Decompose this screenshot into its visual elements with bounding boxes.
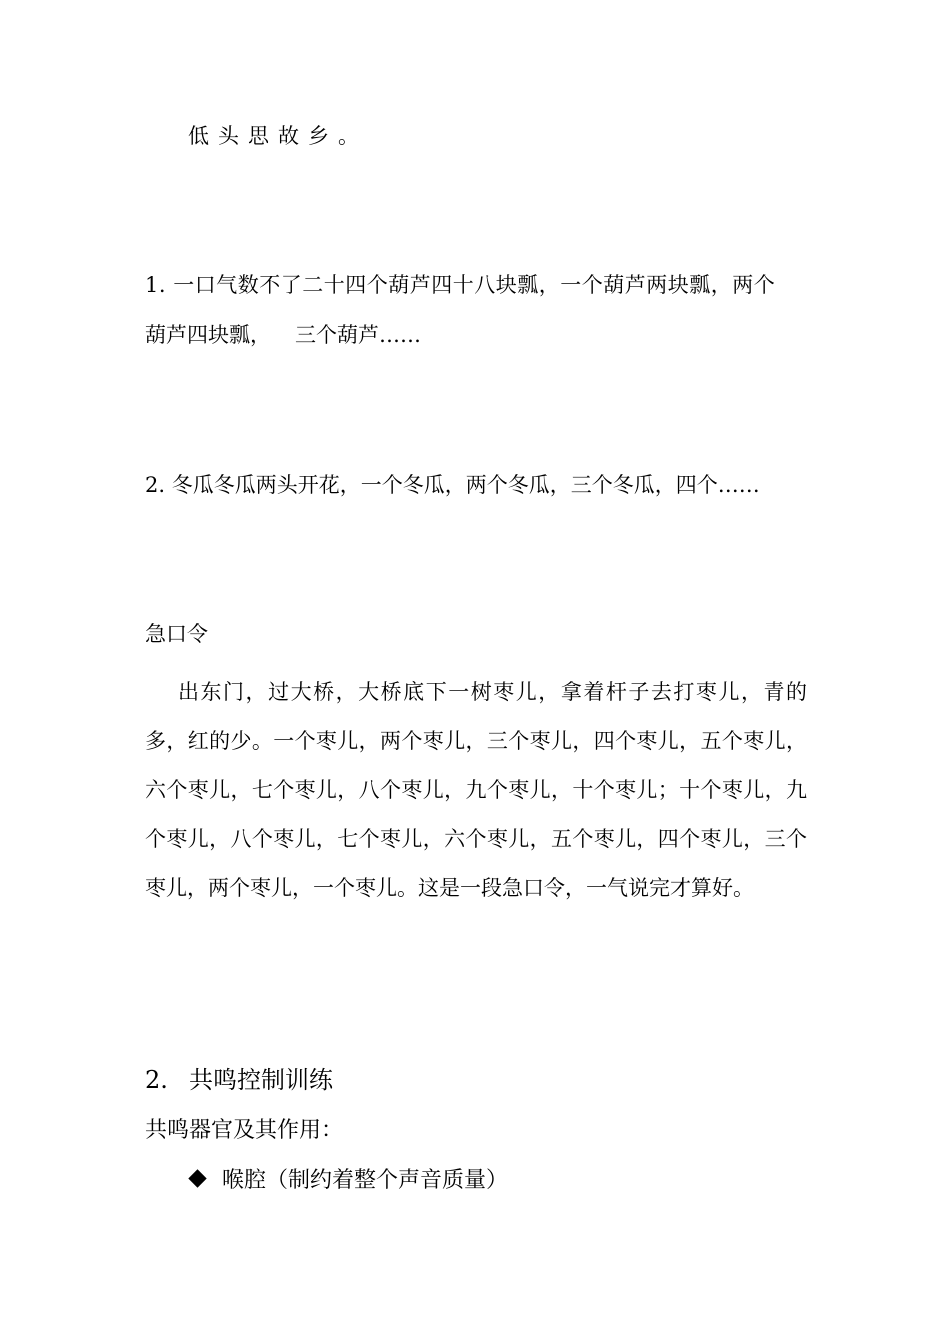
bullet-item	[188, 1165, 853, 1197]
rapid-rhyme-body: 出东门，过大桥，大桥底下一树枣儿，拿着杆子去打枣儿，青的多，红的少。一个枣儿，两个枣儿，三个枣儿，四个枣儿，五个枣儿，六个枣儿，七个枣儿，八个枣儿，九个枣儿，十个枣儿；十个枣儿，九个枣儿，八个枣儿，七个枣儿，六个枣儿，五个枣儿，四个枣儿，三个枣儿，两个枣儿，一个枣儿。这是一段急口令，一气说完才算好。	[145, 680, 807, 900]
rapid-rhyme-heading: 急口令	[145, 622, 208, 646]
diamond-bullet-icon	[188, 1169, 206, 1187]
section-title: 共鸣控制训练	[189, 1066, 333, 1094]
exercise-1-line-2-part-b: 三个葫芦……	[295, 323, 421, 347]
section-number: 2.	[145, 1066, 168, 1094]
section-subtitle: 共鸣器官及其作用：	[145, 1118, 344, 1143]
exercise-2: 2. 冬瓜冬瓜两头开花，一个冬瓜，两个冬瓜，三个冬瓜，四个……	[145, 473, 760, 497]
poem-last-line: 低头思故乡。	[188, 124, 368, 148]
exercise-1-line-2	[145, 320, 810, 350]
bullet-text: 喉腔（制约着整个声音质量）	[222, 1168, 509, 1193]
exercise-1-line-1: 1. 一口气数不了二十四个葫芦四十八块瓢，一个葫芦两块瓢，两个	[145, 273, 776, 297]
exercise-1-line-2-part-a: 葫芦四块瓢，	[145, 323, 271, 347]
section-heading	[145, 1063, 810, 1097]
